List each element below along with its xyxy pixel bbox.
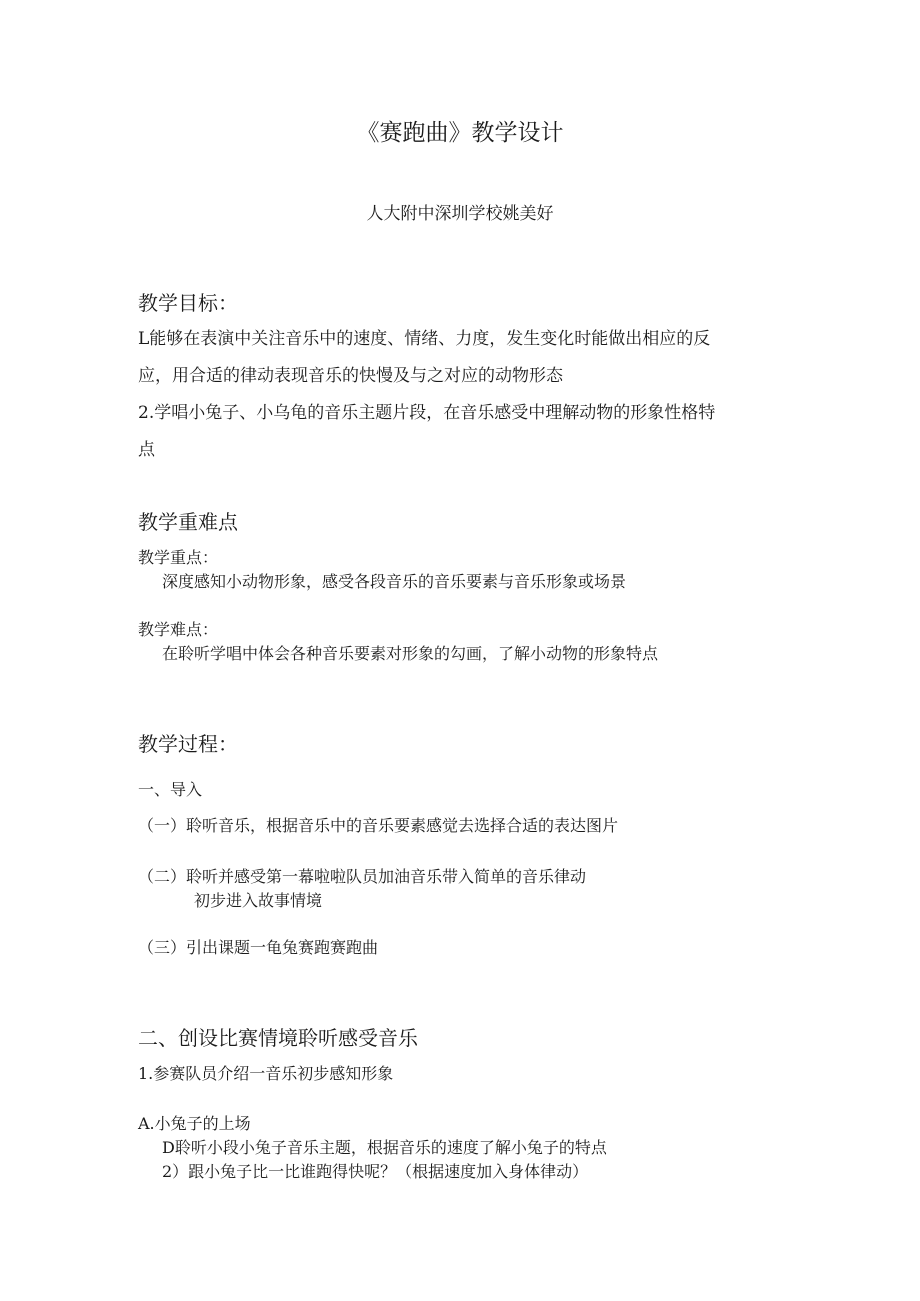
part-1-step-2-line-2: 初步进入故事情境 xyxy=(194,891,323,910)
goal-item-1-line-1: L能够在表演中关注音乐中的速度、情绪、力度，发生变化时能做出相应的反 xyxy=(138,329,711,349)
process-heading: 教学过程： xyxy=(138,732,238,756)
part-1-step-1: （一）聆听音乐，根据音乐中的音乐要素感觉去选择合适的表达图片 xyxy=(138,816,619,835)
difficult-point-text: 在聆听学唱中体会各种音乐要素对形象的勾画，了解小动物的形象特点 xyxy=(162,644,659,663)
goal-item-2-line-1: 2.学唱小兔子、小乌龟的音乐主题片段，在音乐感受中理解动物的形象性格特 xyxy=(138,403,716,423)
author-line: 人大附中深圳学校姚美好 xyxy=(366,204,554,224)
part-1-heading: 一、导入 xyxy=(138,780,203,799)
key-point-text: 深度感知小动物形象，感受各段音乐的音乐要素与音乐形象或场景 xyxy=(162,572,627,591)
part-2-item-2: 2）跟小兔子比一比谁跑得快呢？（根据速度加入身体律动） xyxy=(162,1162,589,1181)
goal-item-1-line-2: 应，用合适的律动表现音乐的快慢及与之对应的动物形态 xyxy=(138,366,563,386)
part-1-step-3: （三）引出课题一龟兔赛跑赛跑曲 xyxy=(138,938,379,957)
key-points-heading: 教学重难点 xyxy=(138,510,238,534)
document-title: 《赛跑曲》教学设计 xyxy=(356,120,564,146)
part-2-subheading-a: A.小兔子的上场 xyxy=(138,1114,251,1133)
key-point-label: 教学重点： xyxy=(138,548,219,567)
part-1-step-2-line-1: （二）聆听并感受第一幕啦啦队员加油音乐带入简单的音乐律动 xyxy=(138,867,587,886)
goals-heading: 教学目标： xyxy=(138,291,238,315)
part-2-subheading-1: 1.参赛队员介绍一音乐初步感知形象 xyxy=(138,1064,394,1083)
difficult-point-label: 教学难点： xyxy=(138,620,219,639)
part-2-heading: 二、创设比赛情境聆听感受音乐 xyxy=(138,1026,418,1050)
part-2-item-d: D聆听小段小兔子音乐主题，根据音乐的速度了解小兔子的特点 xyxy=(162,1138,607,1157)
goal-item-2-line-2: 点 xyxy=(138,440,155,460)
